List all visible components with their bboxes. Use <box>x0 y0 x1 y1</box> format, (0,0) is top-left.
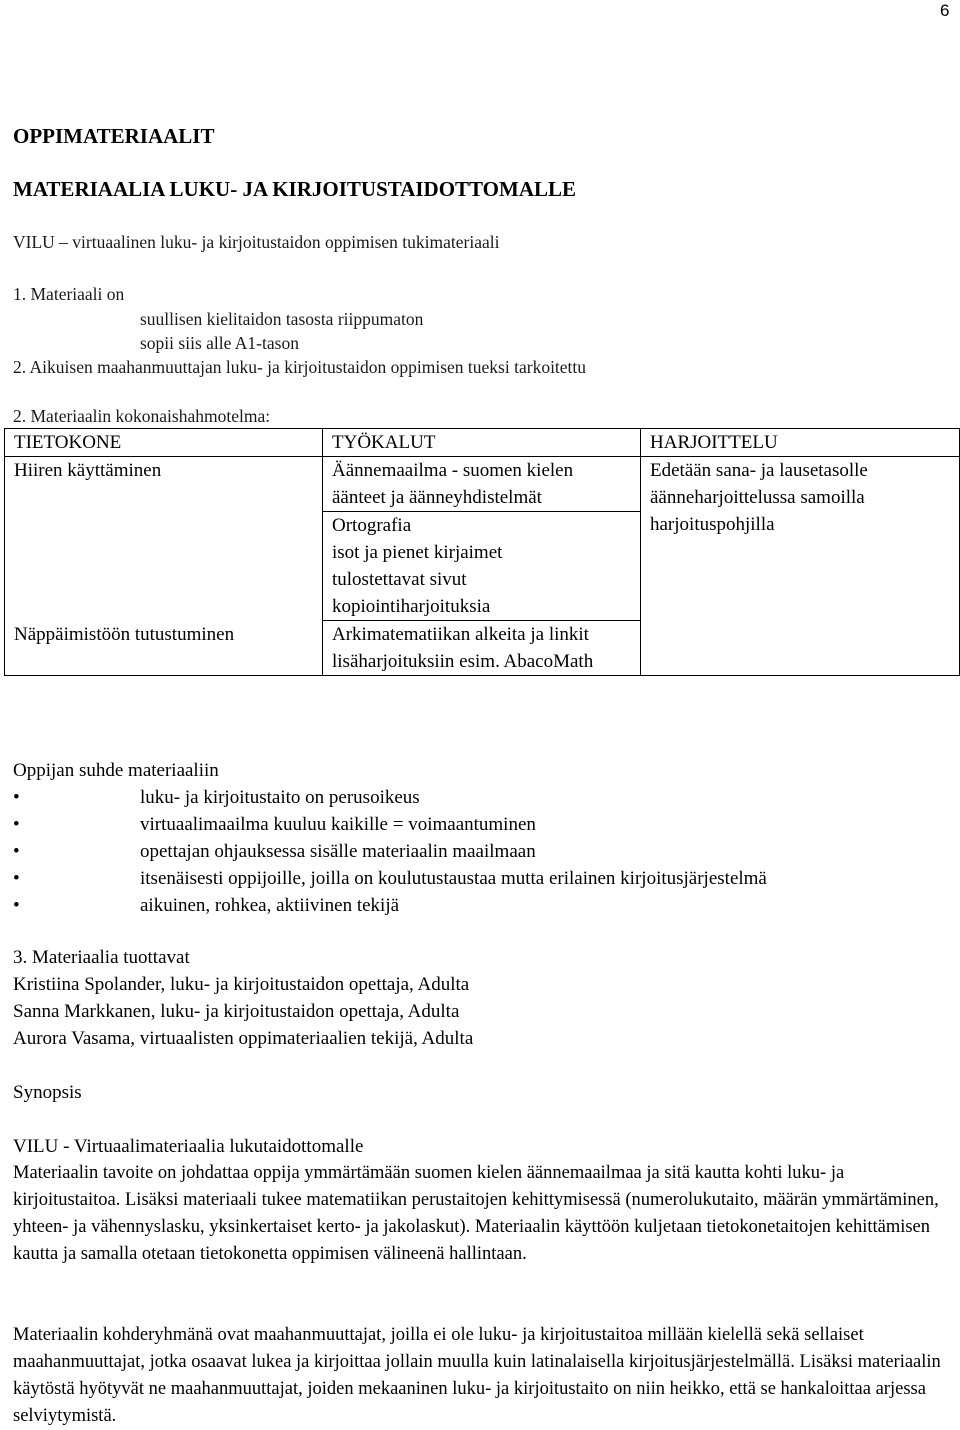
producers-title: 3. Materiaalia tuottavat <box>13 947 190 968</box>
list-item: itsenäisesti oppijoille, joilla on koulutustaustaa mutta erilainen kirjoitusjärjestelmä <box>140 868 767 889</box>
overview-table <box>4 428 960 676</box>
bullet-icon: • <box>13 787 20 808</box>
bullet-icon: • <box>13 841 20 862</box>
table-cell: Äännemaailma - suomen kielen äänteet ja äänneyhdistelmät <box>323 457 641 512</box>
main-heading: OPPIMATERIAALIT <box>13 124 215 148</box>
model-title: 2. Materiaalin kokonaishahmotelma: <box>13 406 271 426</box>
table-header-harjoittelu: HARJOITTELU <box>641 429 960 457</box>
table-header-tyokalut: TYÖKALUT <box>323 429 641 457</box>
vilu-line: VILU – virtuaalinen luku- ja kirjoitustaidon oppimisen tukimateriaali <box>13 232 500 252</box>
cell-line: isot ja pienet kirjaimet <box>332 542 503 563</box>
list-item: virtuaalimaailma kuuluu kaikille = voimaantuminen <box>140 814 536 835</box>
page-number: 6 <box>940 1 950 20</box>
table-cell: Edetään sana- ja lausetasolle äänneharjoittelussa samoilla harjoituspohjilla <box>641 457 960 676</box>
bullet-icon: • <box>13 868 20 889</box>
list-subitem-1: suullisen kielitaidon tasosta riippumaton <box>140 309 424 329</box>
producer-line: Sanna Markkanen, luku- ja kirjoitustaidon opettaja, Adulta <box>13 1001 460 1022</box>
bullet-icon: • <box>13 895 20 916</box>
synopsis-paragraph-1: Materiaalin tavoite on johdattaa oppija ymmärtämään suomen kielen äännemaailmaa ja sitä kautta kohti luku- ja kirjoitustaitoa. Lisäksi materiaali tukee matematiikan perustaitojen kehittymisessä (numerolukutaito, määrän ymmärtäminen, yhteen- ja vähennyslasku, yksinkertaiset kerto- ja jakolaskut). Materiaalin käyttöön kuljetaan tietokonetaitojen kehittämisen kautta ja samalla otetaan tietokonetta oppimisen välineenä hallintaan. <box>13 1163 939 1264</box>
table-cell: Näppäimistöön tutustuminen <box>5 621 323 676</box>
producer-line: Aurora Vasama, virtuaalisten oppimateriaalien tekijä, Adulta <box>13 1028 474 1049</box>
table-cell: Hiiren käyttäminen <box>5 457 323 512</box>
learner-title: Oppijan suhde materiaaliin <box>13 760 219 781</box>
synopsis-title: Synopsis <box>13 1082 82 1103</box>
cell-line: Ortografia <box>332 515 412 536</box>
list-item: aikuinen, rohkea, aktiivinen tekijä <box>140 895 400 916</box>
list-subitem-2: sopii siis alle A1-tason <box>140 333 299 353</box>
table-cell: Arkimatematiikan alkeita ja linkit lisäharjoituksiin esim. AbacoMath <box>323 621 641 676</box>
table-row <box>5 457 960 512</box>
list-item: luku- ja kirjoitustaito on perusoikeus <box>140 787 420 808</box>
synopsis-subtitle: VILU - Virtuaalimateriaalia lukutaidottomalle <box>13 1136 364 1157</box>
producer-line: Kristiina Spolander, luku- ja kirjoitustaidon opettaja, Adulta <box>13 974 470 995</box>
table-header-tietokone: TIETOKONE <box>5 429 323 457</box>
bullet-icon: • <box>13 814 20 835</box>
table-cell-empty <box>5 512 323 621</box>
list-item-1: 1. Materiaali on <box>13 284 125 304</box>
list-item-2: 2. Aikuisen maahanmuuttajan luku- ja kirjoitustaidon oppimisen tueksi tarkoitettu <box>13 357 587 377</box>
synopsis-paragraph-2: Materiaalin kohderyhmänä ovat maahanmuuttajat, joilla ei ole luku- ja kirjoitustaitoa millään kielellä sekä sellaiset maahanmuuttajat, jotka osaavat lukea ja kirjoittaa jollain muulla kuin latinalaisella kirjoitusjärjestelmällä. Lisäksi materiaalin käytöstä hyötyvät ne maahanmuuttajat, joiden mekaaninen luku- ja kirjoitustaito on niin heikko, että se hankaloittaa arjessa selviytymistä. <box>13 1325 941 1426</box>
cell-line: tulostettavat sivut <box>332 569 467 590</box>
section-heading: MATERIAALIA LUKU- JA KIRJOITUSTAIDOTTOMALLE <box>13 177 577 201</box>
cell-line: kopiointiharjoituksia <box>332 596 491 617</box>
list-item: opettajan ohjauksessa sisälle materiaalin maailmaan <box>140 841 536 862</box>
table-cell <box>323 512 641 621</box>
